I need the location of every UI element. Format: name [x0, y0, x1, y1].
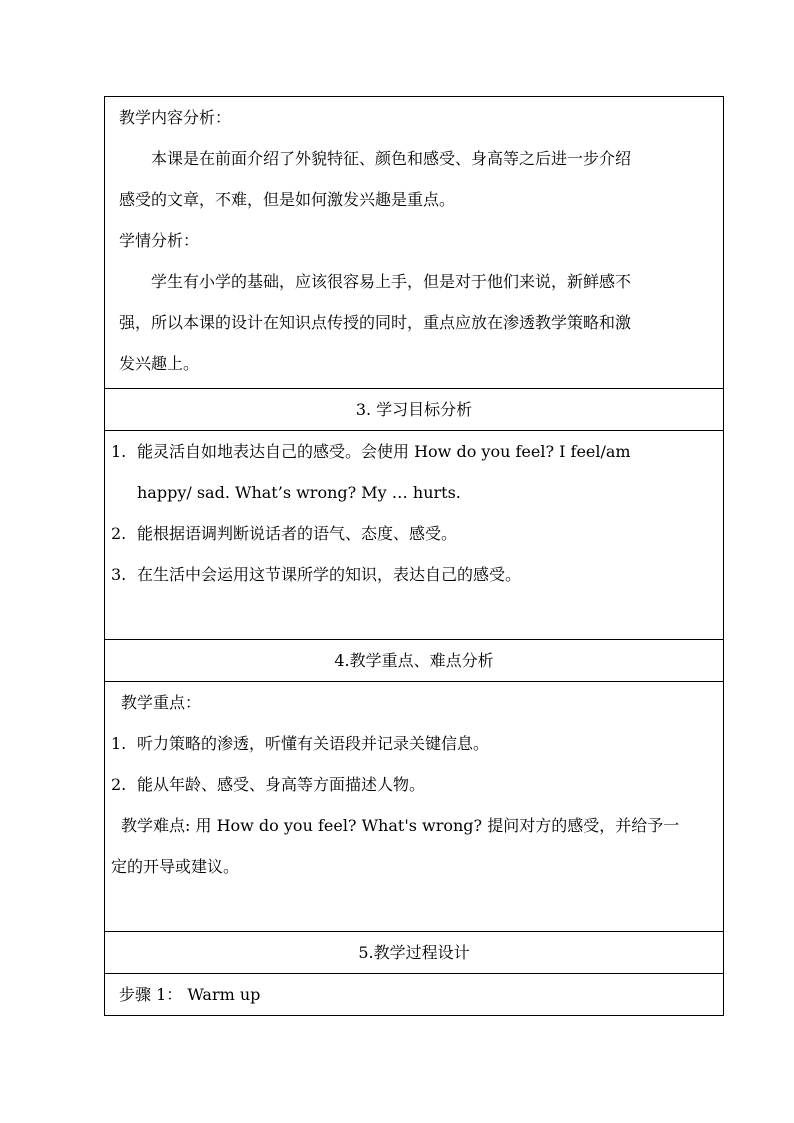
student-analysis-heading: 学情分析：	[119, 231, 200, 250]
objectives-title: 3. 学习目标分析	[355, 400, 473, 419]
objectives-cell	[105, 431, 724, 640]
difficulty-text-1: 教学难点: 用 How do you feel? What's wrong? 提问对方的感受，并给予一	[121, 816, 680, 835]
objectives-title-cell	[105, 389, 724, 431]
student-analysis-text-2: 强，所以本课的设计在知识点传授的同时，重点应放在渗透教学策略和激	[119, 313, 632, 332]
key-points-heading: 教学重点：	[121, 693, 202, 712]
process-step-cell	[105, 974, 724, 1016]
content-analysis-text-1: 本课是在前面介绍了外貌特征、颜色和感受、身高等之后进一步介绍	[151, 149, 632, 168]
key-point-1: 1. 听力策略的渗透，听懂有关语段并记录关键信息。	[111, 734, 490, 753]
objective-item-1: 1. 能灵活自如地表达自己的感受。会使用 How do you feel? I feel/am	[111, 442, 631, 461]
objective-item-3: 3. 在生活中会运用这节课所学的知识，表达自己的感受。	[111, 565, 522, 584]
difficulty-text-2: 定的开导或建议。	[111, 857, 240, 876]
key-point-2: 2. 能从年龄、感受、身高等方面描述人物。	[111, 775, 426, 794]
objective-item-1-cont: happy/ sad. What’s wrong? My … hurts.	[137, 483, 461, 502]
student-analysis-text-3: 发兴趣上。	[119, 354, 200, 373]
process-title: 5.教学过程设计	[358, 943, 470, 962]
lesson-plan-table	[104, 96, 724, 1016]
key-points-title-cell	[105, 640, 724, 682]
analysis-cell	[105, 97, 724, 389]
key-points-row	[105, 682, 724, 932]
objectives-row	[105, 431, 724, 640]
process-title-row	[105, 932, 724, 974]
key-points-title: 4.教学重点、难点分析	[334, 651, 494, 670]
content-analysis-heading: 教学内容分析：	[119, 108, 232, 127]
analysis-row	[105, 97, 724, 389]
objective-item-2: 2. 能根据语调判断说话者的语气、态度、感受。	[111, 524, 458, 543]
key-points-cell	[105, 682, 724, 932]
process-step-row	[105, 974, 724, 1016]
objectives-title-row	[105, 389, 724, 431]
process-title-cell	[105, 932, 724, 974]
content-analysis-text-2: 感受的文章，不难，但是如何激发兴趣是重点。	[119, 190, 456, 209]
key-points-title-row	[105, 640, 724, 682]
step-1-label: 步骤 1： Warm up	[119, 985, 261, 1004]
student-analysis-text-1: 学生有小学的基础，应该很容易上手，但是对于他们来说，新鲜感不	[151, 272, 632, 291]
